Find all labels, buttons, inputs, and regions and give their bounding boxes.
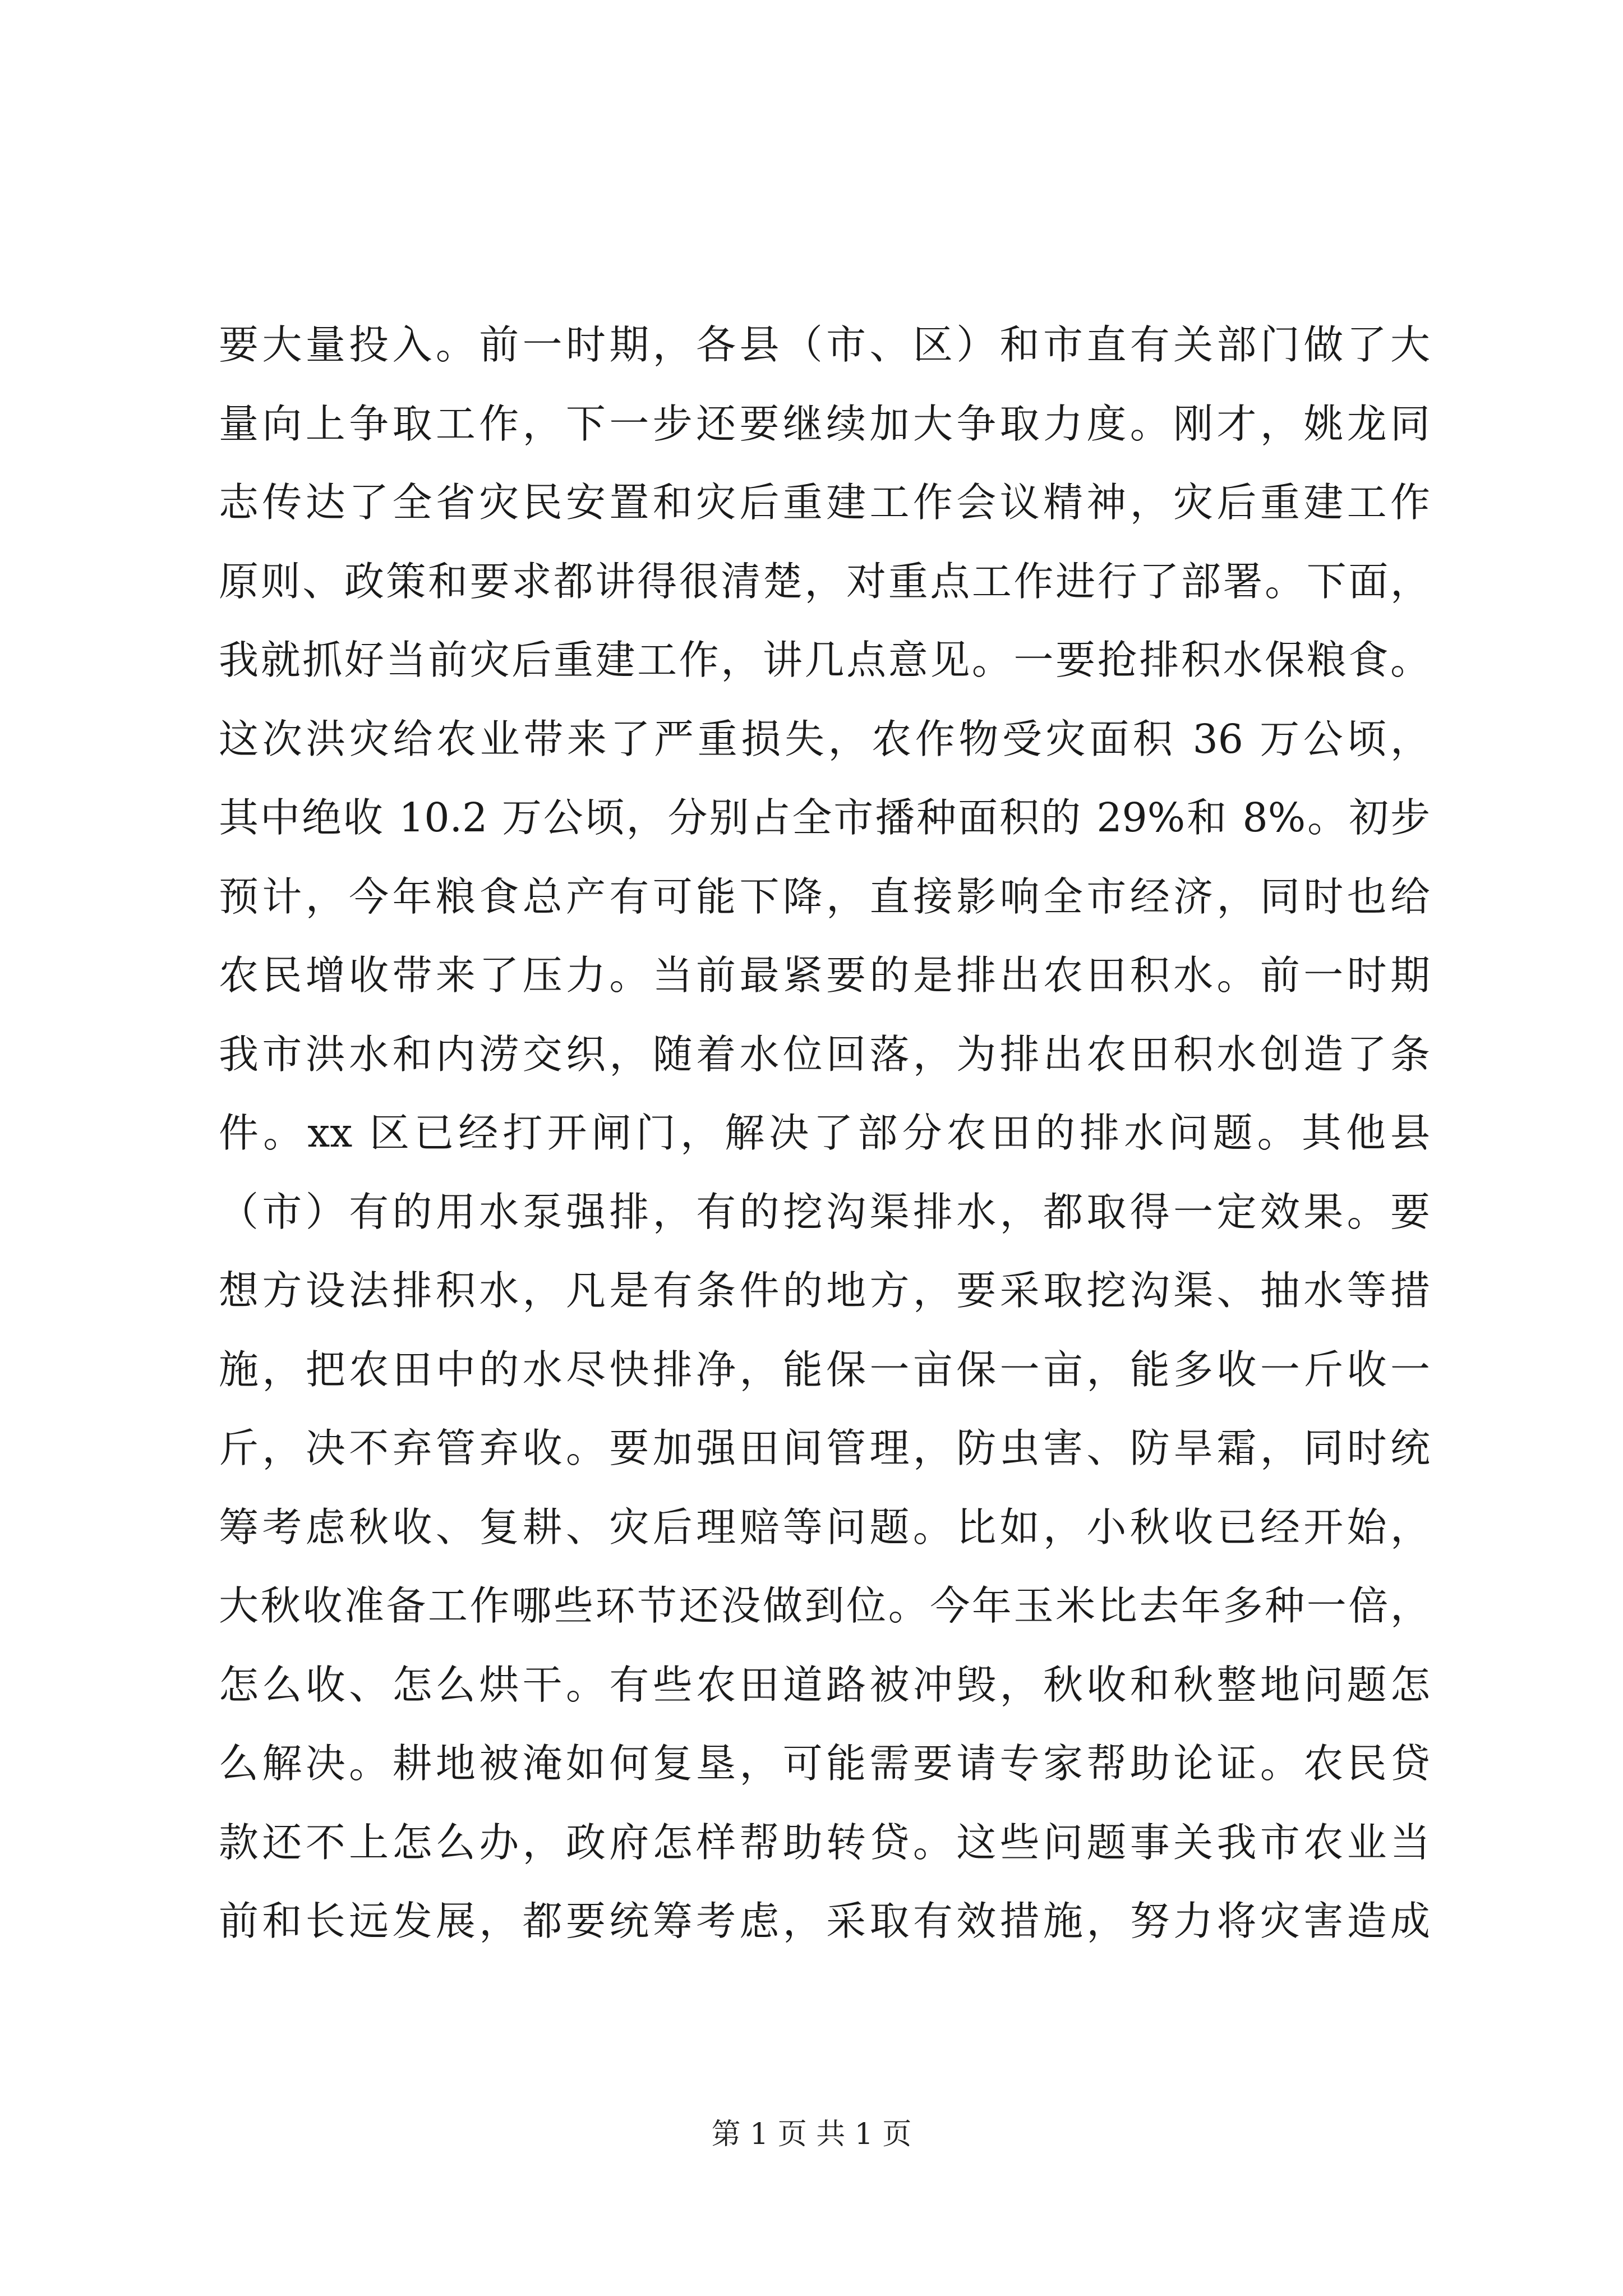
text-line: 农民增收带来了压力。当前最紧要的是排出农田积水。前一时期 <box>219 952 1430 999</box>
page-number-label: 第 1 页 共 1 页 <box>711 2118 912 2151</box>
text-line: 么解决。耕地被淹如何复垦，可能需要请专家帮助论证。农民贷 <box>219 1740 1430 1787</box>
text-line: 我市洪水和内涝交织，随着水位回落，为排出农田积水创造了条 <box>219 1030 1430 1078</box>
page-footer <box>0 2115 1623 2154</box>
text-line: 要大量投入。前一时期，各县（市、区）和市直有关部门做了大 <box>219 321 1430 368</box>
text-line: 量向上争取工作，下一步还要继续加大争取力度。刚才，姚龙同 <box>219 400 1430 447</box>
text-line: 这次洪灾给农业带来了严重损失，农作物受灾面积 36 万公顷， <box>219 715 1430 762</box>
text-line: 原则、政策和要求都讲得很清楚，对重点工作进行了部署。下面， <box>219 558 1430 605</box>
text-line: 我就抓好当前灾后重建工作，讲几点意见。一要抢排积水保粮食。 <box>219 637 1430 683</box>
text-line: 志传达了全省灾民安置和灾后重建工作会议精神，灾后重建工作 <box>219 479 1430 526</box>
body-text <box>219 306 1430 1961</box>
text-line: 筹考虑秋收、复耕、灾后理赔等问题。比如，小秋收已经开始， <box>219 1503 1430 1550</box>
text-line: 件。xx 区已经打开闸门，解决了部分农田的排水问题。其他县 <box>219 1110 1430 1156</box>
text-line: 预计，今年粮食总产有可能下降，直接影响全市经济，同时也给 <box>219 873 1430 920</box>
text-line: 前和长远发展，都要统筹考虑，采取有效措施，努力将灾害造成 <box>219 1898 1430 1944</box>
text-line: 想方设法排积水，凡是有条件的地方，要采取挖沟渠、抽水等措 <box>219 1267 1430 1314</box>
text-line: 其中绝收 10.2 万公顷，分别占全市播种面积的 29%和 8%。初步 <box>219 794 1430 841</box>
text-line: 施，把农田中的水尽快排净，能保一亩保一亩，能多收一斤收一 <box>219 1346 1430 1393</box>
text-line: 大秋收准备工作哪些环节还没做到位。今年玉米比去年多种一倍， <box>219 1582 1430 1629</box>
text-line: 斤，决不弃管弃收。要加强田间管理，防虫害、防旱霜，同时统 <box>219 1425 1430 1471</box>
text-line: （市）有的用水泵强排，有的挖沟渠排水，都取得一定效果。要 <box>219 1188 1430 1235</box>
text-line: 怎么收、怎么烘干。有些农田道路被冲毁，秋收和秋整地问题怎 <box>219 1661 1430 1708</box>
text-line: 款还不上怎么办，政府怎样帮助转贷。这些问题事关我市农业当 <box>219 1819 1430 1866</box>
